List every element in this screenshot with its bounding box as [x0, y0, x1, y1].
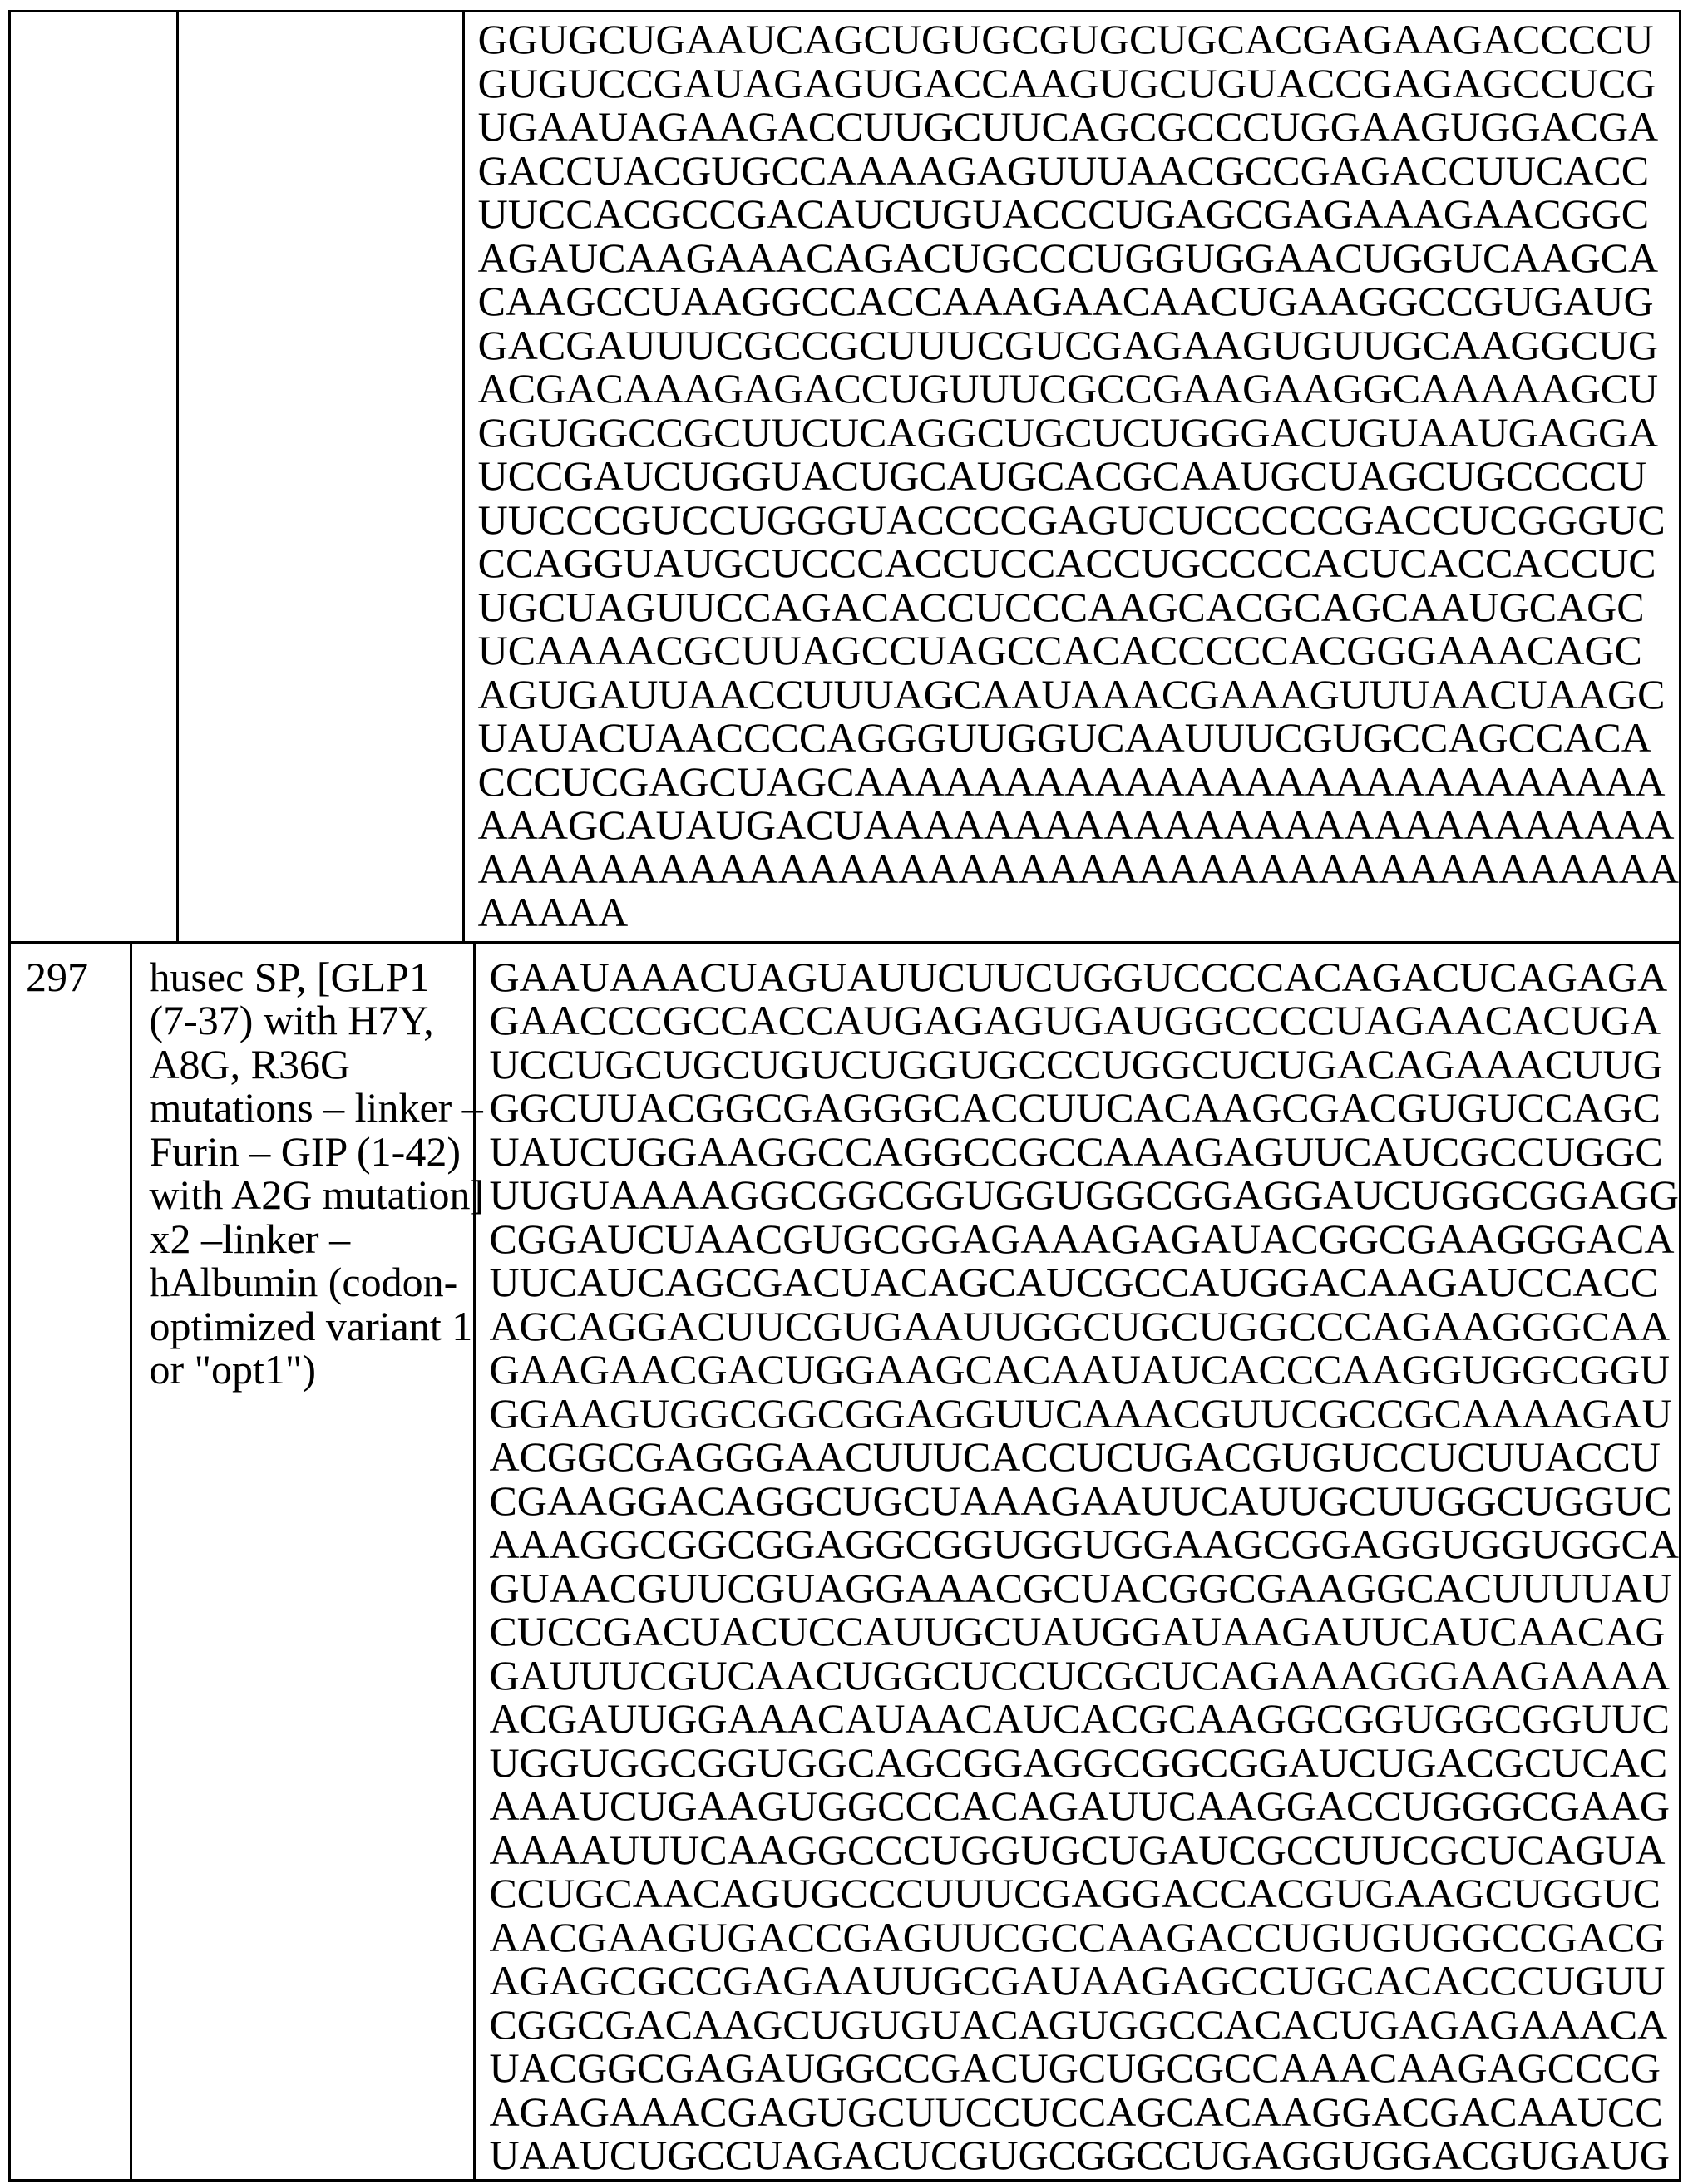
text-line: AAAAAAAAAAAAAAAAAAAAAAAAAAAAAAAAAAAAAAAA: [478, 847, 1679, 891]
text-line: mutations – linker –: [149, 1086, 473, 1130]
description-cell: [176, 12, 461, 941]
text-line: GAUUUCGUCAACUGGCUCCUCGCUCAGAAAGGGAAGAAAA: [489, 1654, 1679, 1698]
text-line: or "opt1"): [149, 1348, 473, 1392]
table-row: [8, 944, 1681, 2182]
text-line: AAAGGCGGCGGAGGCGGUGGUGGAAGCGGAGGUGGUGGCA: [489, 1522, 1679, 1566]
text-line: CCUGCAACAGUGCCCUUUCGAGGACCACGUGAAGCUGGUC: [489, 1871, 1679, 1915]
text-line: GGCUUACGGCGAGGGCACCUUCACAAGCGACGUGUCCAGC: [489, 1086, 1679, 1130]
text-line: A8G, R36G: [149, 1043, 473, 1087]
text-line: AGAGAAACGAGUGCUUCCUCCAGCACAAGGACGACAAUCC: [489, 2090, 1679, 2134]
text-line: AGCAGGACUUCGUGAAUUGGCUGCUGGCCCAGAAGGGCAA: [489, 1304, 1679, 1348]
seq-id-cell: 297: [8, 944, 130, 2179]
text-line: CCCUCGAGCUAGCAAAAAAAAAAAAAAAAAAAAAAAAAAA: [478, 760, 1679, 804]
text-line: UGAAUAGAAGACCUUGCUUCAGCGCCCUGGAAGUGGACGA: [478, 105, 1679, 149]
text-line: GGAAGUGGCGGCGGAGGUUCAAACGUUCGCCGCAAAAGAU: [489, 1392, 1679, 1436]
text-line: CGAAGGACAGGCUGCUAAAGAAUUCAUUGCUUGGCUGGUC: [489, 1479, 1679, 1523]
text-line: UACGGCGAGAUGGCCGACUGCUGCGCCAAACAAGAGCCCG: [489, 2046, 1679, 2090]
text-line: CGGCGACAAGCUGUGUACAGUGGCCACACUGAGAGAAACA: [489, 2003, 1679, 2047]
text-line: GUAACGUUCGUAGGAAACGCUACGGCGAAGGCACUUUUAU: [489, 1566, 1679, 1610]
text-line: AGAUCAAGAAACAGACUGCCCUGGUGGAACUGGUCAAGCA: [478, 236, 1679, 280]
text-line: UCAAAACGCUUAGCCUAGCCACACCCCCACGGGAAACAGC: [478, 629, 1679, 673]
text-line: GGUGCUGAAUCAGCUGUGCGUGCUGCACGAGAAGACCCCU: [478, 17, 1679, 62]
text-line: GACCUACGUGCCAAAAGAGUUUAACGCCGAGACCUUCACC: [478, 149, 1679, 193]
text-line: (7-37) with H7Y,: [149, 998, 473, 1043]
sequence-cell: [473, 944, 1681, 2179]
text-line: GAACCCGCCACCAUGAGAGUGAUGGCCCCUAGAACACUGA: [489, 998, 1679, 1043]
sequence-table: [8, 10, 1681, 2182]
text-line: UCCGAUCUGGUACUGCAUGCACGCAAUGCUAGCUGCCCCU: [478, 454, 1679, 498]
description-cell: [130, 944, 473, 2179]
text-line: UUCCACGCCGACAUCUGUACCCUGAGCGAGAAAGAACGGC: [478, 192, 1679, 236]
text-line: AGUGAUUAACCUUUAGCAAUAAACGAAAGUUUAACUAAGC: [478, 673, 1679, 717]
text-line: ACGGCGAGGGAACUUUCACCUCUGACGUGUCCUCUUACCU: [489, 1435, 1679, 1479]
text-line: GGUGGCCGCUUCUCAGGCUGCUCUGGGACUGUAAUGAGGA: [478, 411, 1679, 455]
text-line: UUCAUCAGCGACUACAGCAUCGCCAUGGACAAGAUCCACC: [489, 1260, 1679, 1304]
text-line: Furin – GIP (1-42): [149, 1130, 473, 1174]
text-line: GACGAUUUCGCCGCUUUCGUCGAGAAGUGUUGCAAGGCUG: [478, 323, 1679, 367]
text-line: AAAAA: [478, 890, 1679, 934]
text-line: UGCUAGUUCCAGACACCUCCCAAGCACGCAGCAAUGCAGC: [478, 585, 1679, 629]
text-line: ACGACAAAGAGACCUGUUUCGCCGAAGAAGGCAAAAAGCU: [478, 367, 1679, 411]
text-line: optimized variant 1: [149, 1304, 473, 1348]
text-line: with A2G mutation]: [149, 1173, 473, 1217]
text-line: AACGAAGUGACCGAGUUCGCCAAGACCUGUGUGGCCGACG: [489, 1915, 1679, 1960]
text-line: AAAUCUGAAGUGGCCCACAGAUUCAAGGACCUGGGCGAAG: [489, 1784, 1679, 1828]
text-line: CAAGCCUAAGGCCACCAAAGAACAACUGAAGGCCGUGAUG: [478, 279, 1679, 323]
text-line: AAAGCAUAUGACUAAAAAAAAAAAAAAAAAAAAAAAAAAA: [478, 803, 1679, 847]
text-line: CUCCGACUACUCCAUUGCUAUGGAUAAGAUUCAUCAACAG: [489, 1610, 1679, 1654]
text-line: UUGUAAAAGGCGGCGGUGGUGGCGGAGGAUCUGGCGGAGG: [489, 1173, 1679, 1217]
text-line: UCCUGCUGCUGUCUGGUGCCCUGGCUCUGACAGAAACUUG: [489, 1043, 1679, 1087]
text-line: CGGAUCUAACGUGCGGAGAAAGAGAUACGGCGAAGGGACA: [489, 1217, 1679, 1261]
text-line: UAUCUGGAAGGCCAGGCCGCCAAAGAGUUCAUCGCCUGGC: [489, 1130, 1679, 1174]
text-line: UAAUCUGCCUAGACUCGUGCGGCCUGAGGUGGACGUGAUG: [489, 2133, 1679, 2177]
text-line: AAAAUUUCAAGGCCCUGGUGCUGAUCGCCUUCGCUCAGUA: [489, 1828, 1679, 1872]
text-line: GAAGAACGACUGGAAGCACAAUAUCACCCAAGGUGGCGGU: [489, 1348, 1679, 1392]
text-line: UGGUGGCGGUGGCAGCGGAGGCGGCGGAUCUGACGCUCAC: [489, 1741, 1679, 1785]
sequence-cell: [462, 12, 1681, 941]
text-line: ACGAUUGGAAACAUAACAUCACGCAAGGCGGUGGCGGUUC: [489, 1697, 1679, 1741]
text-line: UAUACUAACCCCAGGGUUGGUCAAUUUCGUGCCAGCCACA: [478, 716, 1679, 760]
text-line: GUGUCCGAUAGAGUGACCAAGUGCUGUACCGAGAGCCUCG: [478, 62, 1679, 106]
text-line: CCAGGUAUGCUCCCACCUCCACCUGCCCCACUCACCACCUC: [478, 541, 1679, 585]
text-line: hAlbumin (codon-: [149, 1260, 473, 1304]
table-row: [8, 12, 1681, 944]
text-line: husec SP, [GLP1: [149, 955, 473, 999]
text-line: AGAGCGCCGAGAAUUGCGAUAAGAGCCUGCACACCCUGUU: [489, 1959, 1679, 2003]
text-line: GAAUAAACUAGUAUUCUUCUGGUCCCCACAGACUCAGAGA: [489, 955, 1679, 999]
text-line: UUCCCGUCCUGGGUACCCCGAGUCUCCCCCGACCUCGGGUC: [478, 498, 1679, 542]
seq-id-cell: [8, 12, 176, 941]
text-line: x2 –linker –: [149, 1217, 473, 1261]
